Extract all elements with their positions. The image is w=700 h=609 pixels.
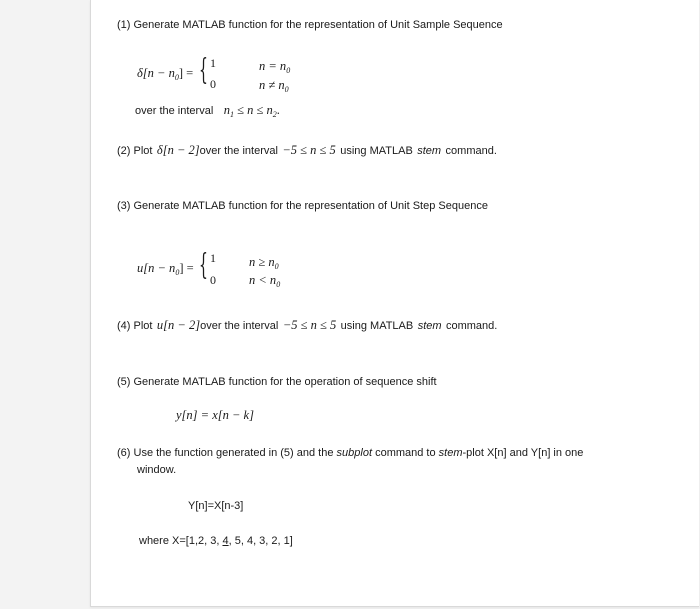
q3-lhs-sub: 0: [175, 268, 180, 277]
q2-suffix-b: command.: [445, 145, 497, 157]
q3-brace: {: [199, 249, 208, 283]
q1-interval-line: [135, 101, 280, 119]
q1-interval-mid: ≤ n ≤ n: [233, 103, 273, 117]
q6-where-b: , 5, 4, 3, 2, 1]: [228, 535, 293, 547]
q1-case1-value: 1: [210, 56, 216, 70]
q6-line1-stem: stem: [438, 447, 463, 459]
q3-case2-value: 0: [210, 273, 216, 287]
q1-lhs-sub: 0: [174, 73, 179, 82]
q2-range: −5 ≤ n ≤ 5: [282, 143, 336, 157]
q3-case1-value: 1: [210, 251, 216, 265]
q6-where-line: [139, 535, 293, 547]
q2-expression: δ[n − 2]: [156, 143, 200, 157]
q6-where-a: where X=[1,2, 3,: [139, 535, 220, 547]
q4-suffix-b: command.: [445, 320, 498, 332]
q6-equation: Y[n]=X[n-3]: [188, 500, 244, 512]
q4-expression: u[n − 2]: [156, 318, 201, 332]
q4-mid: over the interval: [200, 320, 279, 332]
question-3-lhs: [137, 261, 194, 277]
q6-where-underlined: 4: [222, 535, 229, 547]
q1-interval-expr: [224, 103, 280, 117]
q1-brace: {: [199, 54, 208, 88]
q1-case2-value: 0: [210, 77, 216, 91]
q6-line1-a: (6) Use the function generated in (5) and the: [117, 447, 334, 459]
q5-formula: y[n] = x[n − k]: [176, 408, 254, 422]
q4-prefix: (4) Plot: [117, 320, 153, 332]
q1-interval-end: .: [276, 103, 280, 117]
q4-suffix-a: using MATLAB: [340, 320, 414, 332]
q3-case2-cond-sub: 0: [276, 280, 281, 289]
question-6-line1: [117, 447, 583, 459]
q3-case2-cond-text: n < n: [249, 273, 277, 287]
q3-lhs-text: u[n − n: [137, 261, 176, 275]
q4-suffix-stem: stem: [417, 320, 442, 332]
q3-case2-condition: [249, 273, 280, 289]
q2-mid: over the interval: [199, 145, 278, 157]
q1-case2-condition: [259, 78, 289, 94]
q1-case1-cond-text: n = n: [259, 59, 287, 73]
q1-interval-text: over the interval: [135, 105, 214, 117]
q1-case1-condition: [259, 59, 290, 75]
q1-interval-n1-sub: 1: [229, 110, 234, 119]
question-1-title: (1) Generate MATLAB function for the representation of Unit Sample Sequence: [117, 19, 503, 31]
q1-interval-n1: n: [223, 103, 230, 117]
q1-case1-cond-sub: 0: [286, 66, 291, 75]
question-5-title: (5) Generate MATLAB function for the operation of sequence shift: [117, 376, 437, 388]
q2-prefix: (2) Plot: [117, 145, 153, 157]
q6-line1-b: command to: [375, 447, 436, 459]
question-2: [117, 141, 497, 159]
question-3-title: (3) Generate MATLAB function for the representation of Unit Step Sequence: [117, 200, 488, 212]
q6-line1-subplot: subplot: [336, 447, 373, 459]
q3-case1-condition: [249, 255, 279, 271]
q3-case1-cond-sub: 0: [274, 262, 279, 271]
question-1-lhs: [137, 66, 193, 82]
question-6-line2: window.: [137, 464, 177, 476]
q6-line1-c: -plot X[n] and Y[n] in one: [462, 447, 584, 459]
q1-lhs-end: ] =: [178, 66, 194, 80]
q4-range: −5 ≤ n ≤ 5: [282, 318, 337, 332]
q3-lhs-end: ] =: [179, 261, 194, 275]
q3-case1-cond-text: n ≥ n: [249, 255, 275, 269]
q1-lhs-text: δ[n − n: [137, 66, 175, 80]
q1-case2-cond-text: n ≠ n: [259, 78, 285, 92]
q2-suffix-stem: stem: [417, 145, 442, 157]
document-page: [90, 0, 699, 607]
q2-suffix-a: using MATLAB: [340, 145, 413, 157]
q1-interval-n2-sub: 2: [272, 110, 277, 119]
q1-case2-cond-sub: 0: [284, 85, 289, 94]
question-4: [117, 316, 497, 334]
